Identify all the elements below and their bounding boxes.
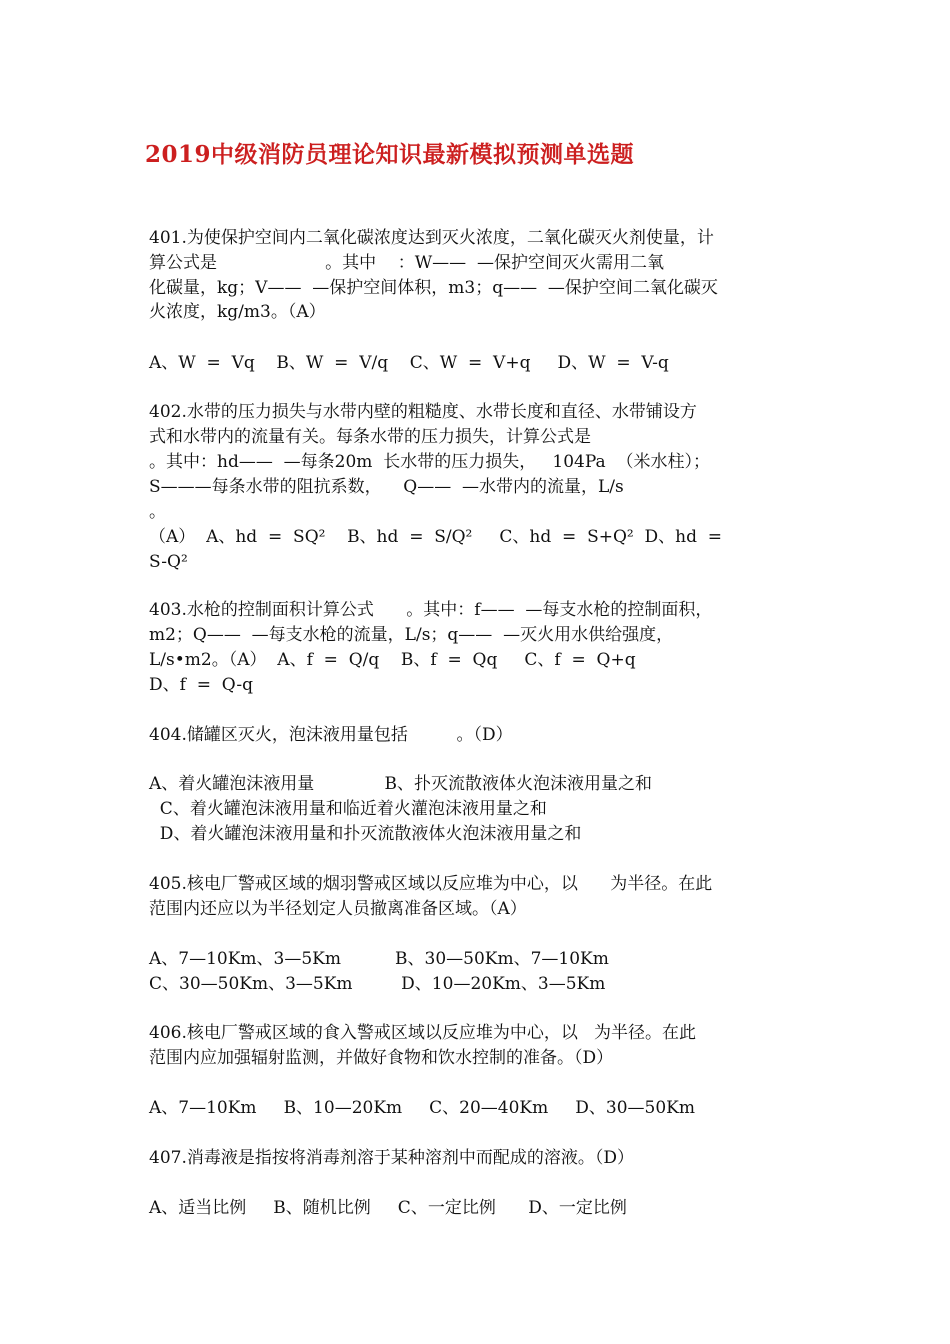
answer-options: A、适当比例 B、随机比例 C、一定比例 D、一定比例	[149, 1198, 627, 1218]
answer-options: A、W = Vq B、W = V/q C、W = V+q D、W = V-q	[149, 353, 669, 373]
question-text: 406.核电厂警戒区域的食入警戒区域以反应堆为中心，以 为半径。在此	[149, 1023, 697, 1043]
question-text: 。	[149, 502, 166, 522]
question-text: 402.水带的压力损失与水带内壁的粗糙度、水带长度和直径、水带铺设方	[149, 402, 697, 422]
question-text: 火浓度，kg/m3。（A）	[149, 302, 326, 322]
document-title: 2019中级消防员理论知识最新模拟预测单选题	[145, 141, 635, 168]
question-text: 算公式是 。其中 ：W—— —保护空间灭火需用二氧	[149, 253, 664, 273]
answer-options: （A） A、hd = SQ² B、hd = S/Q² C、hd = S+Q² D、hd =	[149, 527, 723, 547]
answer-options: C、30—50Km、3—5Km D、10—20Km、3—5Km	[149, 974, 606, 994]
answer-option: D、着火罐泡沫液用量和扑灭流散液体火泡沫液用量之和	[149, 824, 582, 844]
question-text: 式和水带内的流量有关。每条水带的压力损失，计算公式是	[149, 427, 591, 447]
answer-options: A、7—10Km、3—5Km B、30—50Km、7—10Km	[149, 949, 609, 969]
question-text: 401.为使保护空间内二氧化碳浓度达到灭火浓度，二氧化碳灭火剂使量，计	[149, 228, 714, 248]
question-text: 407.消毒液是指按将消毒剂溶于某种溶剂中而配成的溶液。（D）	[149, 1148, 634, 1168]
question-text: 范围内应加强辐射监测，并做好食物和饮水控制的准备。（D）	[149, 1048, 614, 1068]
question-text: 化碳量，kg；V—— —保护空间体积，m3；q—— —保护空间二氧化碳灭	[149, 278, 718, 298]
answer-option: A、着火罐泡沫液用量 B、扑灭流散液体火泡沫液用量之和	[149, 774, 653, 794]
answer-option: C、着火罐泡沫液用量和临近着火灌泡沫液用量之和	[149, 799, 547, 819]
question-text: m2；Q—— —每支水枪的流量，L/s；q—— —灭火用水供给强度，	[149, 625, 674, 645]
question-text: S———每条水带的阻抗系数， Q—— —水带内的流量，L/s	[149, 477, 624, 497]
answer-options: L/s•m2。（A） A、f = Q/q B、f = Qq C、f = Q+q	[149, 650, 636, 670]
question-text: 。其中：hd—— —每条20m 长水带的压力损失， 104Pa （米水柱）；	[149, 452, 710, 472]
answer-options: D、f = Q-q	[149, 675, 253, 695]
question-text: 405.核电厂警戒区域的烟羽警戒区域以反应堆为中心，以 为半径。在此	[149, 874, 713, 894]
question-text: 范围内还应以为半径划定人员撤离准备区域。（A）	[149, 899, 527, 919]
answer-options: S-Q²	[149, 552, 188, 572]
answer-options: A、7—10Km B、10—20Km C、20—40Km D、30—50Km	[149, 1098, 695, 1118]
question-text: 403.水枪的控制面积计算公式 。其中：f—— —每支水枪的控制面积，	[149, 600, 713, 620]
question-text: 404.储罐区灭火，泡沫液用量包括 。（D）	[149, 725, 513, 745]
